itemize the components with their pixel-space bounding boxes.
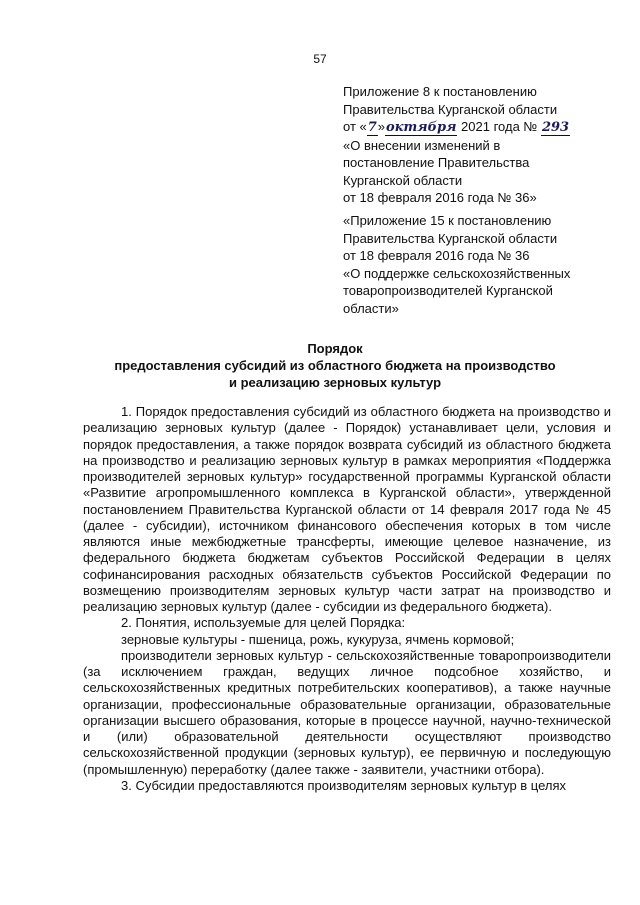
- annex-8-line-2: Правительства Курганской области: [343, 101, 558, 117]
- handwritten-doc-number: 293: [541, 120, 570, 135]
- annex-15-line-2: Правительства Курганской области: [343, 230, 558, 246]
- title-line-2: предоставления субсидий из областного бюджета на производство: [114, 358, 556, 373]
- paragraph-2: 2. Понятия, используемые для целей Порядка:: [121, 615, 406, 631]
- document-title: [60, 340, 610, 391]
- annex-15-line-4: «О поддержке сельскохозяйственных: [343, 265, 571, 281]
- annex-8-header: [343, 83, 613, 207]
- annex-8-line-1: Приложение 8 к постановлению: [343, 84, 537, 99]
- annex-8-line-4: «О внесении изменений в: [343, 137, 501, 153]
- page-number: 57: [313, 52, 327, 66]
- paragraph-5: 3. Субсидии предоставляются производителям зерновых культур в целях: [121, 777, 567, 793]
- annex-8-date-line: [343, 118, 613, 137]
- handwritten-day: 7: [367, 120, 377, 135]
- annex-8-line-7: от 18 февраля 2016 года № 36»: [343, 190, 537, 205]
- date-mid: »: [377, 119, 386, 134]
- paragraph-3: зерновые культуры - пшеница, рожь, кукуруза, ячмень кормовой;: [121, 631, 515, 647]
- paragraph-4: производители зерновых культур - сельскохозяйственные товаропроизводители (за исключением граждан, ведущих личное подсобное хозяйство, и сельскохозяйственных кредитных потребительских кооперативов), а также научные организации, профессиональные образовательные организации, образовательные организации высшего образования, которые в процессе научной, научно-технической и (или) образовательной деятельности осуществляют производство сельскохозяйственной продукции (зерновых культур), ее первичную и последующую (промышленную) переработку (далее также - заявители, участники отбора).: [83, 647, 611, 777]
- title-line-3: и реализацию зерновых культур: [228, 375, 442, 390]
- date-year: 2021 года №: [457, 119, 541, 134]
- paragraph-1: 1. Порядок предоставления субсидий из областного бюджета на производство и реализацию зерновых культур (далее - Порядок) устанавливает цели, условия и порядок предоставления, а также порядок возврата субсидий из областного бюджета на производство и реализацию зерновых культур в рамках мероприятия «Поддержка производителей зерновых культур» государственной программы Курганской области «Развитие агропромышленного комплекса в Курганской области», утвержденной постановлением Правительства Курганской области от 14 февраля 2017 года № 45 (далее - субсидии), источником финансового обеспечения которых в том числе являются иные межбюджетные трансферты, имеющие целевое назначение, из федерального бюджета бюджетам субъектов Российской Федерации в целях софинансирования расходных обязательств субъектов Российской Федерации по возмещению производителям зерновых культур части затрат на производство и реализацию зерновых культур (далее - субсидии из федерального бюджета).: [83, 404, 611, 614]
- document-body: [83, 404, 611, 794]
- annex-15-line-1: «Приложение 15 к постановлению: [343, 213, 552, 228]
- handwritten-month: октября: [386, 120, 457, 135]
- annex-15-line-6: области»: [343, 300, 399, 316]
- annex-15-line-3: от 18 февраля 2016 года № 36: [343, 248, 530, 263]
- date-prefix: от «: [343, 119, 367, 134]
- annex-15-line-5: товаропроизводителей Курганской: [343, 283, 553, 298]
- annex-8-line-6: Курганской области: [343, 172, 463, 188]
- annex-15-header: [343, 212, 613, 317]
- annex-8-line-5: постановление Правительства: [343, 155, 530, 170]
- title-line-1: Порядок: [307, 341, 363, 356]
